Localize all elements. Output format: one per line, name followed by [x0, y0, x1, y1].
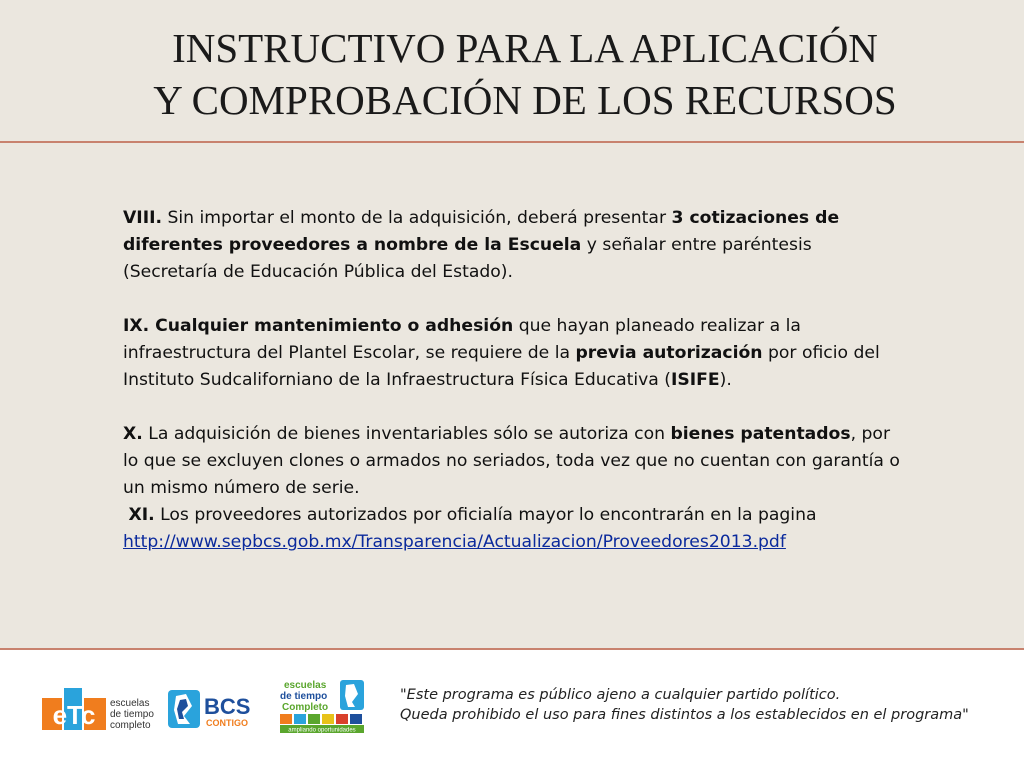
etc-logo — [40, 684, 158, 734]
item-ix-text-2: por oficio del Instituto Sudcaliforniano de la Infraestructura Física Educativa ( — [123, 343, 880, 390]
item-viii-text-1: Sin importar el monto de la adquisición, deberá presentar — [162, 208, 672, 228]
item-ix-text-3: ). — [719, 370, 732, 390]
disclaimer — [400, 685, 1010, 725]
escuelas-logo-line-1: escuelas — [284, 680, 327, 691]
etc-logo-line-1: escuelas — [110, 698, 150, 709]
item-viii-text-2: y señalar entre paréntesis (Secretaría de Educación Pública del Estado). — [123, 235, 812, 282]
item-x-text-2: , por lo que se excluyen clones o armados no seriados, toda vez que no cuentan con garantía o un mismo número de serie. — [123, 424, 900, 498]
disclaimer-line-2: Queda prohibido el uso para fines distintos a los establecidos en el programa" — [400, 707, 969, 723]
item-viii-bold: 3 cotizaciones de diferentes proveedores a nombre de la Escuela — [123, 208, 840, 255]
item-xi — [123, 502, 903, 556]
escuelas-logo-band: ampliando oportunidades — [288, 727, 356, 734]
item-ix-heading: IX. Cualquier mantenimiento o adhesión — [123, 316, 514, 336]
providers-link[interactable]: http://www.sepbcs.gob.mx/Transparencia/Actualizacion/Proveedores2013.pdf — [123, 532, 786, 552]
item-xi-text: Los proveedores autorizados por oficialía mayor lo encontrarán en la pagina — [154, 505, 817, 525]
item-ix-text-1: que hayan planeado realizar a la infraestructura del Plantel Escolar, se requiere de la — [123, 316, 801, 363]
item-x — [123, 421, 903, 502]
item-xi-number: XI. — [128, 505, 155, 525]
title-line-2: Y COMPROBACIÓN DE LOS RECURSOS — [153, 77, 897, 123]
instructions-body — [123, 205, 903, 556]
title-divider — [0, 141, 1024, 143]
etc-logo-line-3: completo — [110, 720, 151, 731]
item-viii — [123, 205, 903, 286]
escuelas-logo-line-2: de tiempo — [280, 691, 328, 702]
item-viii-number: VIII. — [123, 208, 163, 228]
bcs-logo-mark: BCS — [204, 694, 251, 719]
page-title — [40, 22, 1010, 126]
item-x-bold: bienes patentados — [670, 424, 851, 444]
item-x-number: X. — [123, 424, 143, 444]
item-ix-bold-1: previa autorización — [575, 343, 763, 363]
title-line-1: INSTRUCTIVO PARA LA APLICACIÓN — [172, 25, 878, 71]
bcs-logo-sub: CONTIGO — [206, 718, 248, 728]
escuelas-logo-line-3: Completo — [282, 702, 329, 713]
item-x-text-1: La adquisición de bienes inventariables sólo se autoriza con — [142, 424, 671, 444]
etc-logo-mark: eTc — [52, 700, 96, 730]
escuelas-logo — [278, 676, 368, 734]
item-ix — [123, 313, 903, 394]
bcs-logo — [166, 686, 262, 732]
item-ix-bold-2: ISIFE — [671, 370, 720, 390]
disclaimer-line-1: "Este programa es público ajeno a cualquier partido político. — [400, 687, 841, 703]
etc-logo-line-2: de tiempo — [110, 709, 154, 720]
